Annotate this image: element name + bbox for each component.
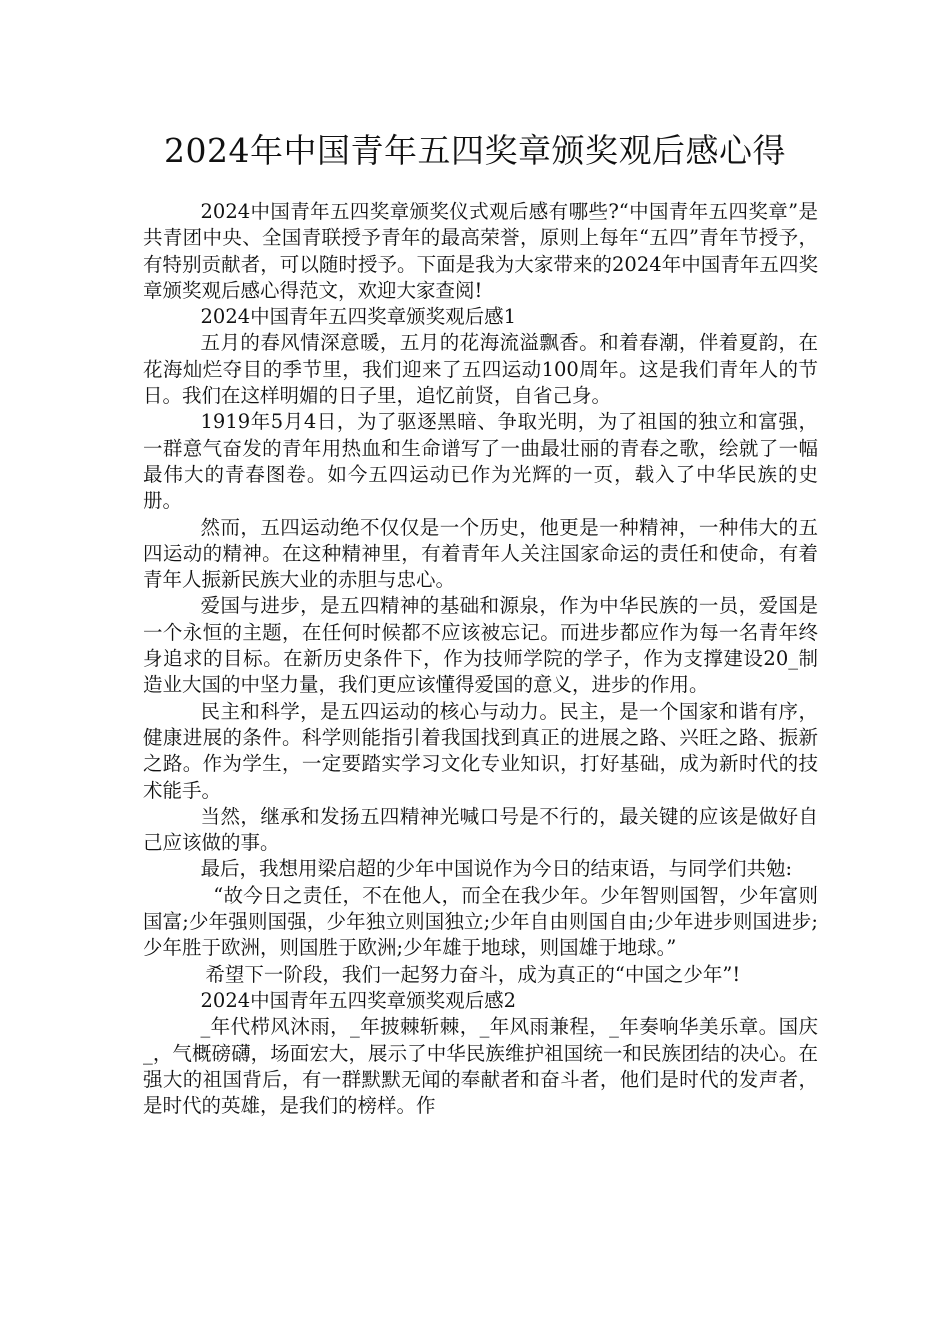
document-title: 2024年中国青年五四奖章颁奖观后感心得 <box>164 131 786 170</box>
body-paragraph: 当然，继承和发扬五四精神光喊口号是不行的，最关键的应该是做好自己应该做的事。 <box>143 804 818 855</box>
body-paragraph: 五月的春风情深意暖，五月的花海流溢飘香。和着春潮，伴着夏韵，在花海灿烂夺目的季节里，我们迎来了五四运动100周年。这是我们青年人的节日。我们在这样明媚的日子里，追忆前贤，自省己身。 <box>143 331 818 408</box>
body-paragraph: 1919年5月4日，为了驱逐黑暗、争取光明，为了祖国的独立和富强，一群意气奋发的青年用热血和生命谱写了一曲最壮丽的青春之歌，绘就了一幅最伟大的青春图卷。如今五四运动已作为光辉的一页，载入了中华民族的史册。 <box>143 410 818 513</box>
document-body <box>143 199 818 1119</box>
quote-paragraph: “故今日之责任，不在他人，而全在我少年。少年智则国智，少年富则国富;少年强则国强，少年独立则国独立;少年自由则国自由;少年进步则国进步;少年胜于欧洲，则国胜于欧洲;少年雄于地球，则国雄于地球。” <box>143 883 818 960</box>
section-heading-1: 2024中国青年五四奖章颁奖观后感1 <box>200 305 517 329</box>
body-paragraph: 民主和科学，是五四运动的核心与动力。民主，是一个国家和谐有序，健康进展的条件。科学则能指引着我国找到真正的进展之路、兴旺之路、振新之路。作为学生，一定要踏实学习文化专业知识，打好基础，成为新时代的技术能手。 <box>143 699 818 802</box>
section-heading-2: 2024中国青年五四奖章颁奖观后感2 <box>200 988 517 1012</box>
intro-paragraph: 2024中国青年五四奖章颁奖仪式观后感有哪些?“中国青年五四奖章”是共青团中央、全国青联授予青年的最高荣誉，原则上每年“五四”青年节授予，有特别贡献者，可以随时授予。下面是我为大家带来的2024年中国青年五四奖章颁奖观后感心得范文，欢迎大家查阅! <box>143 200 818 302</box>
body-paragraph: 爱国与进步，是五四精神的基础和源泉，作为中华民族的一员，爱国是一个永恒的主题，在任何时候都不应该被忘记。而进步都应作为每一名青年终身追求的目标。在新历史条件下，作为技师学院的学子，作为支撑建设20_制造业大国的中坚力量，我们更应该懂得爱国的意义，进步的作用。 <box>143 594 818 697</box>
closing-paragraph: 希望下一阶段，我们一起努力奋斗，成为真正的“中国之少年”! <box>205 962 741 986</box>
body-paragraph: 最后，我想用梁启超的少年中国说作为今日的结束语，与同学们共勉: <box>200 857 793 881</box>
body-paragraph: 然而，五四运动绝不仅仅是一个历史，他更是一种精神，一种伟大的五四运动的精神。在这种精神里，有着青年人关注国家命运的责任和使命，有着青年人振新民族大业的赤胆与忠心。 <box>143 515 818 592</box>
body-paragraph: _年代栉风沐雨，_年披棘斩棘，_年风雨兼程，_年奏响华美乐章。国庆_，气概磅礴，场面宏大，展示了中华民族维护祖国统一和民族团结的决心。在强大的祖国背后，有一群默默无闻的奉献者和奋斗者，他们是时代的发声者，是时代的英雄，是我们的榜样。作 <box>143 1015 818 1118</box>
